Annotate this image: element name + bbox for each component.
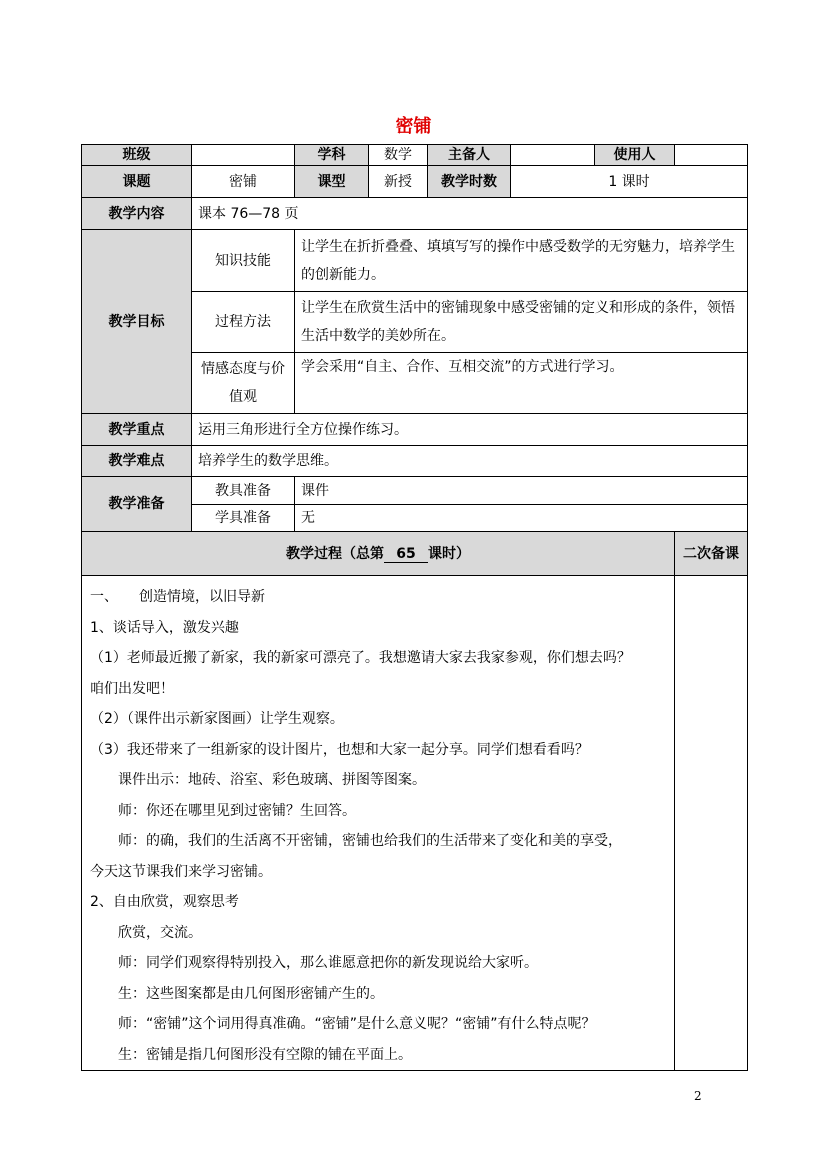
header-row xyxy=(82,145,748,166)
goal-item-text: 让学生在折折叠叠、填填写写的操作中感受数学的无穷魅力，培养学生的创新能力。 xyxy=(295,230,748,292)
student-prep-value: 无 xyxy=(295,505,748,532)
process-line: （1）老师最近搬了新家，我的新家可漂亮了。我想邀请大家去我家参观，你们想去吗？ xyxy=(90,650,631,666)
process-line: 2、自由欣赏，观察思考 xyxy=(90,894,239,910)
difficulty-label: 教学难点 xyxy=(82,446,192,477)
process-header xyxy=(82,532,675,576)
preparer-value xyxy=(511,145,595,166)
topic-value: 密铺 xyxy=(192,166,295,198)
process-content xyxy=(82,576,675,1071)
process-header-suffix: 课时） xyxy=(428,545,470,562)
process-line: （2）（课件出示新家图画）让学生观察。 xyxy=(90,711,344,727)
key-point-label: 教学重点 xyxy=(82,414,192,446)
process-body-row xyxy=(82,576,748,1071)
teaching-hours-value: 1 课时 xyxy=(511,166,748,198)
process-line: 生：密铺是指几何图形没有空隙的铺在平面上。 xyxy=(118,1046,412,1063)
process-line: 师：你还在哪里见到过密铺？生回答。 xyxy=(118,802,356,819)
goal-item-text: 学会采用“自主、合作、互相交流”的方式进行学习。 xyxy=(295,353,748,414)
subject-value: 数学 xyxy=(369,145,428,166)
goal-item-label: 情感态度与价值观 xyxy=(192,353,295,414)
process-line: （3）我还带来了一组新家的设计图片，也想和大家一起分享。同学们想看看吗？ xyxy=(90,741,589,758)
process-line: 课件出示：地砖、浴室、彩色玻璃、拼图等图案。 xyxy=(118,772,426,788)
goal-row xyxy=(82,230,748,292)
content-row xyxy=(82,198,748,230)
second-prep-header: 二次备课 xyxy=(675,532,748,576)
preparation-label: 教学准备 xyxy=(82,477,192,532)
user-label: 使用人 xyxy=(595,145,675,166)
teaching-content-value: 课本 76—78 页 xyxy=(192,198,748,230)
process-header-row xyxy=(82,532,748,576)
teacher-prep-value: 课件 xyxy=(295,477,748,505)
key-point-value: 运用三角形进行全方位操作练习。 xyxy=(192,414,748,446)
goal-item-label: 知识技能 xyxy=(192,230,295,292)
teaching-goals-label: 教学目标 xyxy=(82,230,192,414)
process-line: 欣赏，交流。 xyxy=(118,924,202,941)
process-line: 一、 创造情境，以旧导新 xyxy=(90,589,265,605)
process-line: 师：的确，我们的生活离不开密铺，密铺也给我们的生活带来了变化和美的享受， xyxy=(118,833,622,849)
student-prep-label: 学具准备 xyxy=(192,505,295,532)
difficulty-row xyxy=(82,446,748,477)
difficulty-value: 培养学生的数学思维。 xyxy=(192,446,748,477)
teacher-prep-label: 教具准备 xyxy=(192,477,295,505)
goal-item-text: 让学生在欣赏生活中的密铺现象中感受密铺的定义和形成的条件，领悟生活中数学的美妙所在。 xyxy=(295,292,748,353)
second-prep-notes xyxy=(675,576,748,1071)
process-line: 生：这些图案都是由几何图形密铺产生的。 xyxy=(118,985,384,1002)
teaching-hours-label: 教学时数 xyxy=(428,166,511,198)
process-line: 咱们出发吧！ xyxy=(90,680,174,697)
page-number: 2 xyxy=(694,1089,702,1103)
document-title: 密铺 xyxy=(395,116,432,137)
lesson-number: 65 xyxy=(384,546,428,563)
key-point-row xyxy=(82,414,748,446)
preparer-label: 主备人 xyxy=(428,145,511,166)
lesson-type-label: 课型 xyxy=(295,166,369,198)
user-value xyxy=(675,145,748,166)
process-line: 师：同学们观察得特别投入，那么谁愿意把你的新发现说给大家听。 xyxy=(118,955,538,971)
lesson-plan-table xyxy=(81,144,748,1071)
class-label: 班级 xyxy=(82,145,192,166)
subject-label: 学科 xyxy=(295,145,369,166)
topic-row xyxy=(82,166,748,198)
teaching-content-label: 教学内容 xyxy=(82,198,192,230)
class-value xyxy=(192,145,295,166)
goal-item-label: 过程方法 xyxy=(192,292,295,353)
process-line: 1、谈话导入，激发兴趣 xyxy=(90,619,239,636)
lesson-type-value: 新授 xyxy=(369,166,428,198)
process-line: 师：“密铺”这个词用得真准确。“密铺”是什么意义呢？“密铺”有什么特点呢？ xyxy=(118,1016,596,1032)
process-header-prefix: 教学过程（总第 xyxy=(286,545,384,562)
topic-label: 课题 xyxy=(82,166,192,198)
preparation-row xyxy=(82,477,748,505)
process-line: 今天这节课我们来学习密铺。 xyxy=(90,863,272,880)
